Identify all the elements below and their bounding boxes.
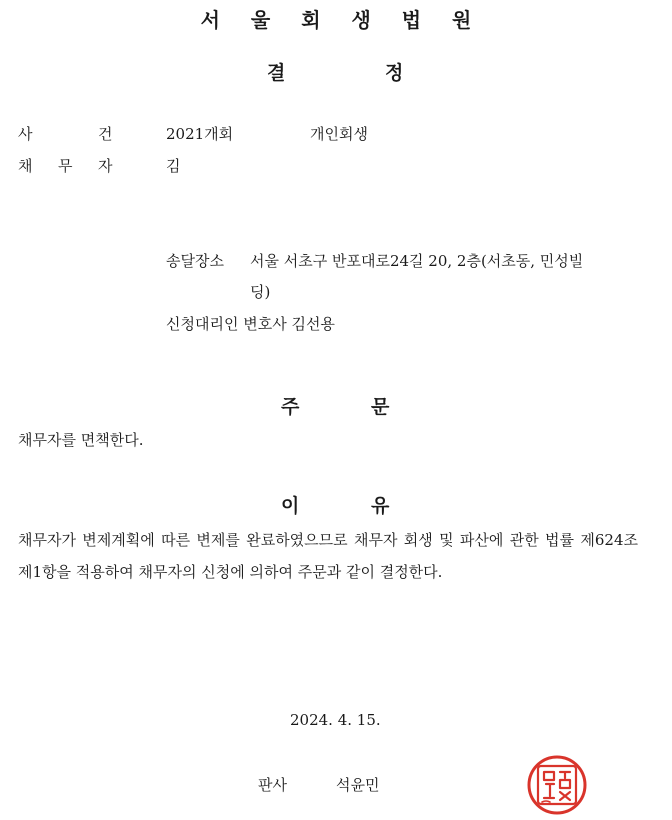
order-text: 채무자를 면책한다.: [18, 431, 144, 449]
order-heading-left: 주: [281, 396, 300, 418]
debtor-label-char-1: 채: [18, 157, 33, 175]
delivery-address-line1: 서울 서초구 반포대로24길 20, 2층(서초동, 민성빌: [250, 252, 584, 270]
document-title-right: 정: [385, 62, 404, 84]
case-label-char-2: 건: [98, 125, 113, 143]
order-heading-right: 문: [371, 396, 390, 418]
delivery-address-line2: 딩): [250, 283, 271, 301]
applicant-agent: 신청대리인 변호사 김선용: [166, 315, 335, 333]
case-label-char-1: 사: [18, 125, 33, 143]
judge-title: 판사: [258, 776, 287, 794]
delivery-label: 송달장소: [166, 252, 224, 270]
reason-text: 채무자가 변제계획에 따른 변제를 완료하였으므로 채무자 회생 및 파산에 관한 법률 제624조 제1항을 적용하여 채무자의 신청에 의하여 주문과 같이 결정한다.: [18, 531, 638, 581]
court-name: 서 울 회 생 법 원: [200, 8, 484, 32]
debtor-label-char-3: 자: [98, 157, 113, 175]
case-type: 개인회생: [310, 125, 368, 143]
reason-heading-left: 이: [281, 495, 300, 517]
debtor-name: 김: [166, 157, 181, 175]
debtor-label-char-2: 무: [58, 157, 73, 175]
judge-seal: [526, 754, 588, 816]
seal-stamp-icon: [526, 754, 588, 816]
case-number: 2021개회: [166, 125, 234, 143]
reason-heading-right: 유: [371, 495, 390, 517]
document-title-left: 결: [267, 62, 286, 84]
judge-name: 석윤민: [336, 776, 380, 794]
decision-date: 2024. 4. 15.: [290, 711, 381, 729]
